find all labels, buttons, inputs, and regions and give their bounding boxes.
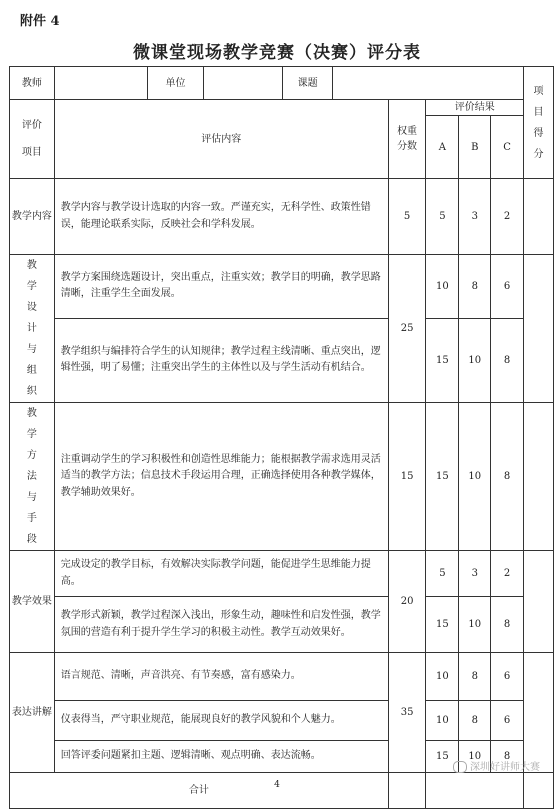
table-row bbox=[10, 403, 554, 551]
criteria-text: 语言规范、清晰，声音洪亮、有节奏感，富有感染力。 bbox=[54, 653, 388, 701]
item-score-cell[interactable] bbox=[524, 403, 554, 551]
wechat-icon bbox=[453, 761, 467, 773]
grade-b-value: 8 bbox=[459, 701, 491, 741]
section-item: 表达讲解 bbox=[10, 653, 55, 773]
table-row bbox=[10, 255, 554, 319]
unit-label: 单位 bbox=[148, 67, 204, 100]
grade-c-header: C bbox=[491, 116, 524, 179]
grade-c-value: 8 bbox=[491, 403, 524, 551]
grade-b-value: 3 bbox=[459, 179, 491, 255]
weight-value: 15 bbox=[388, 403, 426, 551]
item-score-cell[interactable] bbox=[524, 551, 554, 653]
weight-value: 20 bbox=[388, 551, 426, 653]
section-item: 教学设计与组织 bbox=[10, 255, 55, 403]
topic-label: 课题 bbox=[283, 67, 333, 100]
score-table bbox=[9, 66, 554, 809]
criteria-text: 教学内容与教学设计选取的内容一致。严谨充实，无科学性、政策性错误，能理论联系实际，反映社会和学科发展。 bbox=[54, 179, 388, 255]
grade-a-header: A bbox=[426, 116, 459, 179]
table-row bbox=[10, 597, 554, 653]
grade-b-value: 8 bbox=[459, 653, 491, 701]
grade-a-value: 5 bbox=[426, 551, 459, 597]
weight-value: 35 bbox=[388, 653, 426, 773]
section-item: 教学方法与手段 bbox=[10, 403, 55, 551]
grade-c-value: 8 bbox=[491, 318, 524, 402]
unit-field[interactable] bbox=[203, 67, 282, 100]
eval-content-header: 评估内容 bbox=[54, 100, 388, 179]
grade-c-value: 8 bbox=[491, 741, 524, 773]
item-score-cell[interactable] bbox=[524, 255, 554, 403]
total-weight-cell[interactable] bbox=[388, 773, 426, 809]
grade-b-value: 3 bbox=[459, 551, 491, 597]
grade-b-value: 8 bbox=[459, 255, 491, 319]
grade-c-value: 8 bbox=[491, 597, 524, 653]
grade-a-value: 15 bbox=[426, 318, 459, 402]
teacher-field[interactable] bbox=[54, 67, 147, 100]
grade-b-header: B bbox=[459, 116, 491, 179]
criteria-text: 教学组织与编排符合学生的认知规律；教学过程主线清晰、重点突出，逻辑性强，明了易懂；注重突出学生的主体性以及与学生活动有机结合。 bbox=[54, 318, 388, 402]
criteria-text: 仪表得当，严守职业规范，能展现良好的教学风貌和个人魅力。 bbox=[54, 701, 388, 741]
total-row bbox=[10, 773, 554, 809]
table-row bbox=[10, 701, 554, 741]
criteria-text: 回答评委问题紧扣主题、逻辑清晰、观点明确、表达流畅。 bbox=[54, 741, 388, 773]
grade-a-value: 10 bbox=[426, 255, 459, 319]
header-info-row bbox=[10, 67, 554, 100]
grade-c-value: 2 bbox=[491, 179, 524, 255]
grade-c-value: 2 bbox=[491, 551, 524, 597]
grade-a-value: 15 bbox=[426, 597, 459, 653]
page-number: 4 bbox=[274, 780, 280, 790]
column-header-row bbox=[10, 100, 554, 116]
weight-header: 权重 分数 bbox=[388, 100, 426, 179]
grade-a-value: 15 bbox=[426, 403, 459, 551]
criteria-text: 注重调动学生的学习积极性和创造性思维能力；能根据教学需求选用灵活适当的教学方法；信息技术手段运用合理，正确选择使用各种教学媒体，教学辅助效果好。 bbox=[54, 403, 388, 551]
criteria-text: 完成设定的教学目标，有效解决实际教学问题，能促进学生思维能力提高。 bbox=[54, 551, 388, 597]
weight-value: 5 bbox=[388, 179, 426, 255]
table-row bbox=[10, 551, 554, 597]
grade-a-value: 10 bbox=[426, 701, 459, 741]
total-result-cell[interactable] bbox=[426, 773, 524, 809]
grade-b-value: 10 bbox=[459, 741, 491, 773]
topic-field[interactable] bbox=[333, 67, 524, 100]
item-score-header: 项目得分 bbox=[524, 67, 554, 179]
grade-a-value: 10 bbox=[426, 653, 459, 701]
grade-c-value: 6 bbox=[491, 255, 524, 319]
item-score-cell[interactable] bbox=[524, 653, 554, 773]
result-header: 评价结果 bbox=[426, 100, 524, 116]
grade-b-value: 10 bbox=[459, 318, 491, 402]
section-item: 教学内容 bbox=[10, 179, 55, 255]
criteria-text: 教学方案围绕选题设计，突出重点，注重实效；教学目的明确，教学思路清晰，注重学生全面发展。 bbox=[54, 255, 388, 319]
table-row bbox=[10, 318, 554, 402]
total-label: 合计 bbox=[10, 773, 389, 809]
item-score-cell[interactable] bbox=[524, 179, 554, 255]
total-score-cell[interactable] bbox=[524, 773, 554, 809]
attachment-label: 附件 4 bbox=[20, 14, 60, 29]
eval-item-header: 评价 项目 bbox=[10, 100, 55, 179]
section-item: 教学效果 bbox=[10, 551, 55, 653]
criteria-text: 教学形式新颖，教学过程深入浅出，形象生动，趣味性和启发性强，教学氛围的营造有利于提升学生学习的积极主动性。教学互动效果好。 bbox=[54, 597, 388, 653]
grade-b-value: 10 bbox=[459, 597, 491, 653]
page-title: 微课堂现场教学竞赛（决赛）评分表 bbox=[133, 43, 421, 63]
table-row bbox=[10, 179, 554, 255]
grade-a-value: 15 bbox=[426, 741, 459, 773]
weight-value: 25 bbox=[388, 255, 426, 403]
grade-c-value: 6 bbox=[491, 701, 524, 741]
grade-a-value: 5 bbox=[426, 179, 459, 255]
watermark: 深圳好讲师大赛 bbox=[453, 758, 540, 773]
grade-b-value: 10 bbox=[459, 403, 491, 551]
table-row bbox=[10, 653, 554, 701]
grade-c-value: 6 bbox=[491, 653, 524, 701]
teacher-label: 教师 bbox=[10, 67, 55, 100]
